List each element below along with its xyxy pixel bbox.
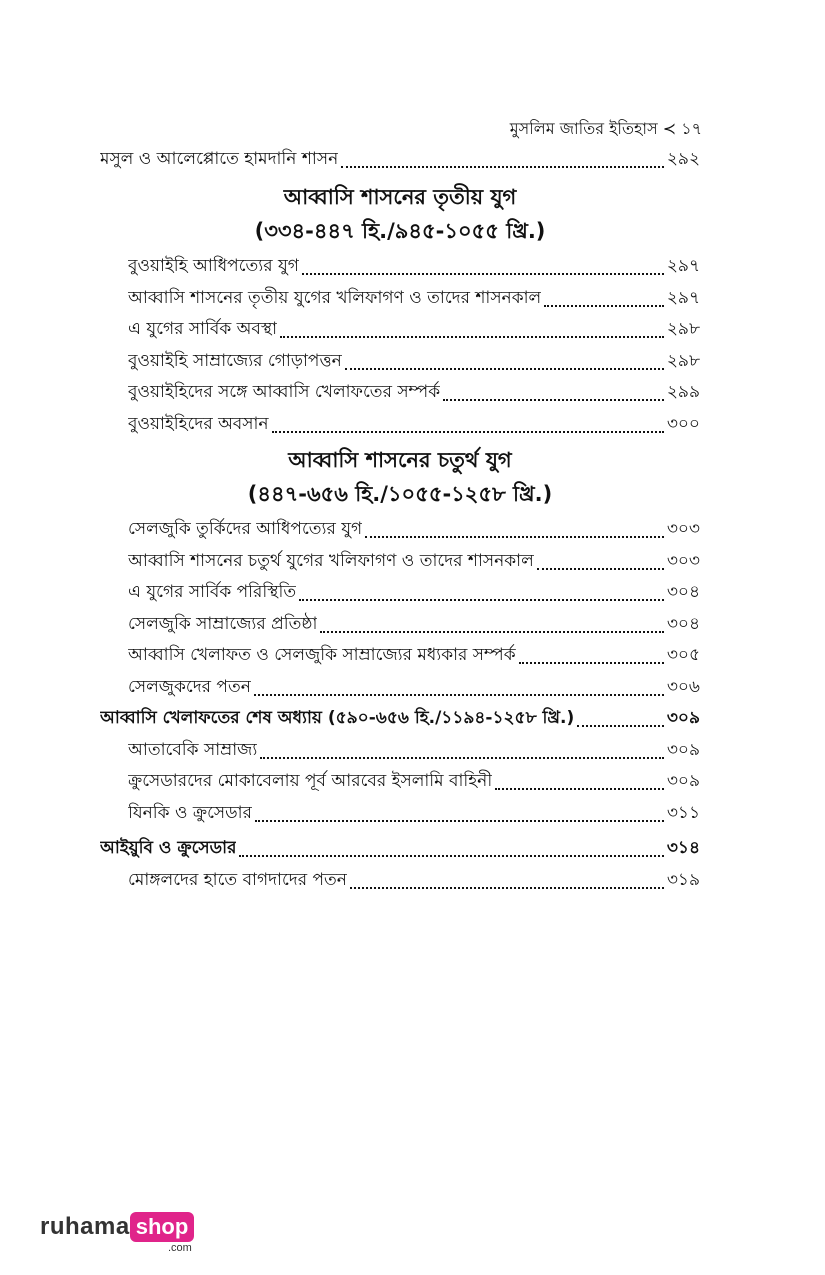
leader-dots [341,166,664,168]
toc-entry-title: এ যুগের সার্বিক পরিস্থিতি [128,582,297,602]
toc-entry-title: বুওয়াইহি সাম্রাজ্যের গোড়াপত্তন [128,350,342,371]
toc-entry[interactable] [100,737,700,769]
leader-dots [495,788,664,790]
toc-entry-title: মোঙ্গলদের হাতে বাগদাদের পতন [128,869,347,890]
toc-entry-page: ৩০৪ [666,582,700,602]
logo-domain: .com [168,1242,192,1254]
toc-entry-page: ৩০৩ [666,519,700,539]
toc-entry-title: বুওয়াইহিদের অবসান [128,413,269,434]
toc-entry[interactable] [100,146,700,178]
leader-dots [299,599,664,601]
toc-entry[interactable] [100,800,700,832]
leader-dots [272,431,664,433]
toc-entry-page: ২৯৮ [666,319,700,339]
leader-dots [365,536,664,538]
toc-entry-title: সেলজুকি তুর্কিদের আধিপত্যের যুগ [128,519,363,539]
leader-dots [537,568,664,570]
toc-entry[interactable] [100,348,700,380]
toc-entry-page: ৩০৫ [666,645,700,665]
ruhamashop-logo [40,1212,194,1254]
toc-entry[interactable] [100,317,700,349]
toc-entry[interactable] [100,580,700,612]
toc-entry[interactable] [100,254,700,286]
leader-dots [544,305,664,307]
toc-entry-page: ২৯২ [666,148,700,169]
table-of-contents [100,146,700,899]
toc-entry[interactable] [100,643,700,675]
leader-dots [260,757,664,759]
leader-dots [302,273,664,275]
toc-entry-title: আব্বাসি খেলাফত ও সেলজুকি সাম্রাজ্যের মধ্যকার সম্পর্ক [128,645,516,665]
toc-entry-page: ৩০৯ [666,771,700,791]
leader-dots [345,368,664,370]
toc-entry[interactable] [100,674,700,706]
leader-dots [254,694,664,696]
leader-dots [280,336,664,338]
toc-entry-page: ৩১৯ [666,869,700,890]
toc-entry-title: এ যুগের সার্বিক অবস্থা [128,319,278,339]
section-heading: আব্বাসি শাসনের তৃতীয় যুগ [283,184,517,209]
leader-dots [443,399,664,401]
toc-entry[interactable] [100,285,700,317]
toc-entry-title: আব্বাসি শাসনের চতুর্থ যুগের খলিফাগণ ও তাদের শাসনকাল [128,550,534,571]
leader-dots [519,662,664,664]
leader-dots [255,820,664,822]
section-date-range: (৩৩৪-৪৪৭ হি./৯৪৫-১০৫৫ খ্রি.) [254,218,546,243]
toc-entry-title: আব্বাসি খেলাফতের শেষ অধ্যায় (৫৯০-৬৫৬ হি./১১৯৪-১২৫৮ খ্রি.) [100,708,575,728]
running-header: মুসলিম জাতির ইতিহাস ≺ ১৭ [509,119,702,138]
toc-entry-page: ২৯৭ [666,287,700,308]
toc-entry-title: বুওয়াইহি আধিপত্যের যুগ [128,256,299,276]
toc-chapter-entry[interactable] [100,706,700,738]
logo-shop-badge: shop [130,1212,195,1242]
toc-entry[interactable] [100,611,700,643]
leader-dots [239,855,663,857]
toc-entry-page: ৩০৬ [666,676,700,697]
toc-entry-page: ৩০৪ [666,613,700,634]
toc-entry-page: ৩১১ [666,802,700,823]
toc-entry-page: ২৯৭ [666,256,700,276]
toc-entry-title: যিনকি ও ক্রুসেডার [128,802,252,823]
leader-dots [577,725,664,727]
toc-entry[interactable] [100,769,700,801]
toc-entry-page: ২৯৯ [666,382,700,402]
section-date-range: (৪৪৭-৬৫৬ হি./১০৫৫-১২৫৮ খ্রি.) [247,481,553,506]
toc-entry[interactable] [100,548,700,580]
toc-entry[interactable] [100,867,700,899]
logo-word: ruhama [40,1213,130,1240]
toc-entry-page: ৩০০ [666,413,700,434]
toc-entry-title: সেলজুকি সাম্রাজ্যের প্রতিষ্ঠা [128,613,318,634]
section-heading: আব্বাসি শাসনের চতুর্থ যুগ [288,447,512,472]
toc-entry-title: বুওয়াইহিদের সঙ্গে আব্বাসি খেলাফতের সম্পর্ক [128,382,441,402]
toc-entry-title: আব্বাসি শাসনের তৃতীয় যুগের খলিফাগণ ও তাদের শাসনকাল [128,287,542,308]
toc-entry-title: আইয়ুবি ও ক্রুসেডার [100,838,237,858]
toc-entry-page: ৩১৪ [666,838,700,858]
toc-entry-page: ২৯৮ [666,350,700,371]
toc-entry-page: ৩০৯ [666,739,700,760]
toc-entry-page: ৩০৯ [666,708,700,728]
toc-entry-title: মসুল ও আলেপ্পোতে হামদানি শাসন [100,148,339,169]
toc-chapter-entry[interactable] [100,836,700,868]
toc-entry-title: ক্রুসেডারদের মোকাবেলায় পূর্ব আরবের ইসলামি বাহিনী [128,771,493,791]
toc-entry-title: সেলজুকদের পতন [128,676,251,697]
toc-entry[interactable] [100,517,700,549]
toc-entry-page: ৩০৩ [666,550,700,571]
leader-dots [320,631,663,633]
leader-dots [350,887,664,889]
toc-entry-title: আতাবেকি সাম্রাজ্য [128,739,258,760]
toc-entry[interactable] [100,411,700,443]
toc-entry[interactable] [100,380,700,412]
